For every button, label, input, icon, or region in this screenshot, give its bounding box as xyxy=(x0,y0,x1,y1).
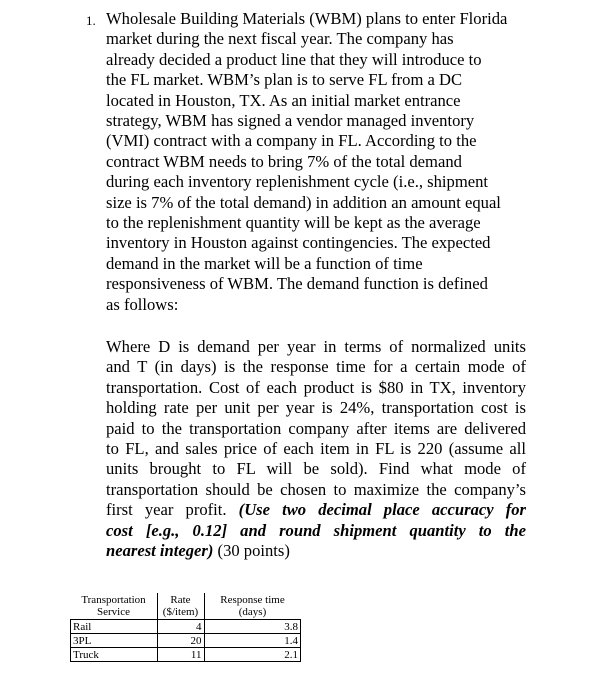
header-text: ($/item) xyxy=(162,606,199,618)
intro-line: to the replenishment quantity will be kept as the average xyxy=(106,213,481,233)
rate-cell: 11 xyxy=(157,648,204,662)
table-row xyxy=(71,648,301,662)
details-line: and T (in days) is the response time for a certain mode of xyxy=(106,357,526,377)
header-service xyxy=(71,593,158,620)
details-line: paid to the transportation company after items are delivered xyxy=(106,418,526,438)
rate-cell: 4 xyxy=(157,620,204,634)
table-row xyxy=(71,620,301,634)
intro-line: already decided a product line that they will introduce to xyxy=(106,49,482,69)
intro-line: strategy, WBM has signed a vendor managed inventory xyxy=(106,111,475,131)
header-text: Transportation xyxy=(81,594,146,606)
details-line xyxy=(106,541,526,561)
problem-intro-paragraph xyxy=(106,9,526,315)
intro-line: responsiveness of WBM. The demand function is defined xyxy=(106,274,488,294)
intro-line: as follows: xyxy=(106,294,179,314)
plain-text: first year profit. xyxy=(106,500,239,520)
details-line: transportation should be chosen to maximize the company’s xyxy=(106,479,526,499)
instruction-emphasis: (Use two decimal place accuracy for xyxy=(238,500,526,520)
details-line xyxy=(106,521,526,541)
header-text: Response time xyxy=(220,594,285,606)
header-response-time xyxy=(204,593,301,620)
time-cell: 1.4 xyxy=(204,634,301,648)
intro-line: located in Houston, TX. As an initial market entrance xyxy=(106,90,461,110)
intro-line: Wholesale Building Materials (WBM) plans to enter Florida xyxy=(106,9,508,28)
points-label: (30 points) xyxy=(213,541,290,561)
header-text: Rate xyxy=(170,594,191,606)
problem-details-paragraph xyxy=(106,337,526,561)
table-header-row xyxy=(71,593,301,620)
details-line: units brought to FL will be sold). Find what mode of xyxy=(106,459,526,479)
service-cell: 3PL xyxy=(71,634,158,648)
header-text: (days) xyxy=(238,606,267,618)
intro-line: demand in the market will be a function of time xyxy=(106,253,423,273)
header-text: Service xyxy=(97,606,130,618)
intro-line: the FL market. WBM’s plan is to serve FL from a DC xyxy=(106,70,463,90)
details-line: transportation. Cost of each product is $80 in TX, inventory xyxy=(106,377,526,397)
intro-line: size is 7% of the total demand) in addition an amount equal xyxy=(106,192,501,212)
intro-line: inventory in Houston against contingencies. The expected xyxy=(106,233,491,253)
instruction-emphasis: cost [e.g., 0.12] and round shipment quantity to the xyxy=(106,520,526,540)
intro-line: contract WBM needs to bring 7% of the total demand xyxy=(106,151,462,171)
table-row xyxy=(71,634,301,648)
transportation-table xyxy=(70,593,301,662)
intro-line: during each inventory replenishment cycle (i.e., shipment xyxy=(106,172,488,192)
question-number: 1. xyxy=(86,13,96,28)
intro-line: (VMI) contract with a company in FL. According to the xyxy=(106,131,477,151)
rate-cell: 20 xyxy=(157,634,204,648)
service-cell: Rail xyxy=(71,620,158,634)
intro-line: market during the next fiscal year. The company has xyxy=(106,29,454,49)
details-line: Where D is demand per year in terms of normalized units xyxy=(106,337,526,356)
details-line: holding rate per unit per year is 24%, transportation cost is xyxy=(106,398,526,418)
time-cell: 3.8 xyxy=(204,620,301,634)
service-cell: Truck xyxy=(71,648,158,662)
details-line: to FL, and sales price of each item in FL is 220 (assume all xyxy=(106,439,526,459)
time-cell: 2.1 xyxy=(204,648,301,662)
instruction-emphasis: nearest integer) xyxy=(106,541,214,561)
header-rate xyxy=(157,593,204,620)
details-line xyxy=(106,500,526,520)
